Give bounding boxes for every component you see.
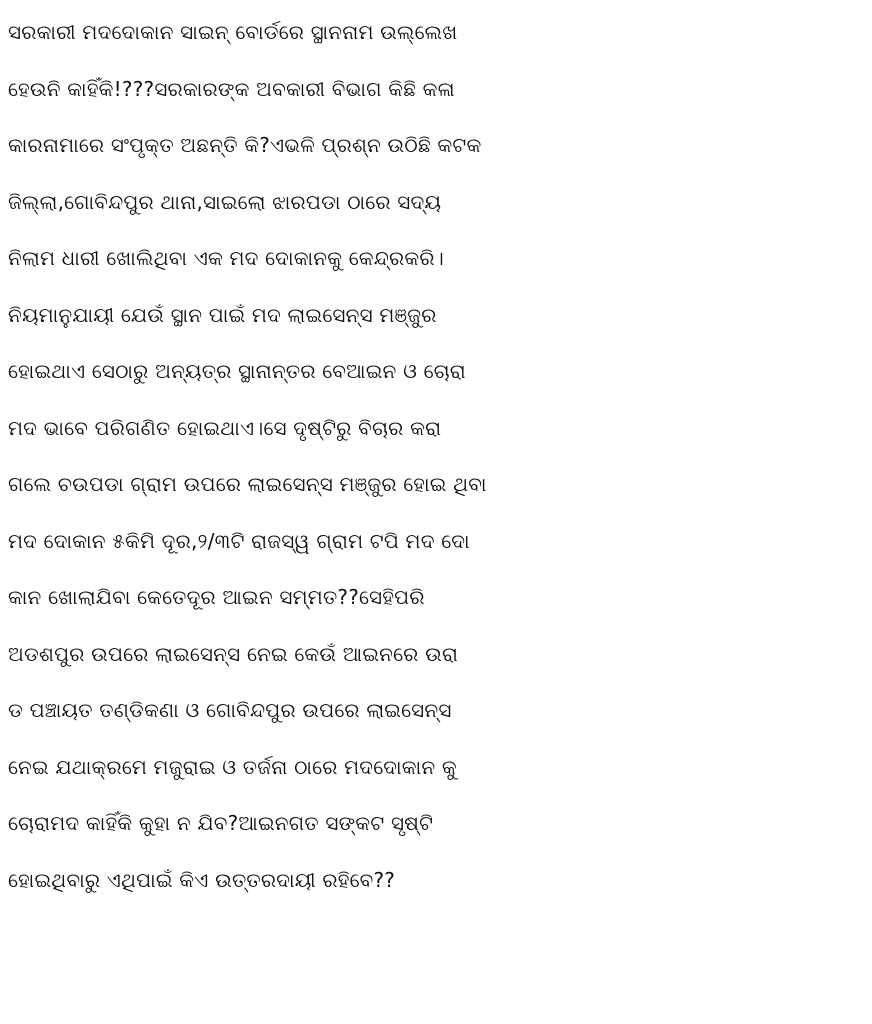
text-line: ଅଡଶପୁର ଉପରେ ଲାଇସେନ୍ସ ନେଇ କେଉଁ ଆଇନରେ ଉରା (8, 641, 459, 666)
text-line: ମଦ ଦୋକାନ ୫କିମି ଦୂର,୨/୩ଟି ରାଜସ୍ୱ ଗ୍ରାମ ଟପି ମଦ ଦୋ (8, 528, 470, 553)
text-line: ମଦ ଭାବେ ପରିଗଣିତ ହୋଇଥାଏ।ସେ ଦୃଷ୍ଟିରୁ ବିଚାର କରା (8, 415, 442, 440)
article-text (8, 0, 868, 908)
text-line: ଡ ପଞ୍ଚାୟତ ତଣ୍ଡିକଣା ଓ ଗୋବିନ୍ଦପୁର ଉପରେ ଲାଇସେନ୍ସ (8, 698, 452, 722)
text-line: କାନ ଖୋଲାଯିବା କେତେଦୂର ଆଇନ ସମ୍ମତ??ସେହିପରି (8, 585, 425, 609)
text-line: ନିୟମାନୁଯାୟୀ ଯେଉଁ ସ୍ଥାନ ପାଇଁ ମଦ ଲାଇସେନ୍ସ ମଞ୍ଜୁର (8, 302, 437, 327)
text-line: ହୋଇଥିବାରୁ ଏଥିପାଇଁ କିଏ ଉତ୍ତରଦାୟୀ ରହିବେ?? (8, 867, 396, 892)
text-line: ଜିଲ୍ଲା,ଗୋବିନ୍ଦପୁର ଥାନା,ସାଇଲୋ ଝାରପଡା ଠାରେ ସଦ୍ୟ (8, 189, 442, 214)
text-line: ଗଲେ ଚଉପଡା ଗ୍ରାମ ଉପରେ ଲାଇସେନ୍ସ ମଞ୍ଜୁର ହୋଇ ଥିବା (8, 472, 487, 496)
text-line: ନିଲାମ ଧାରୀ ଖୋଲିଥିବା ଏକ ମଦ ଦୋକାନକୁ କେନ୍ଦ୍ରକରି। (8, 246, 444, 270)
text-line: କାରନାମାରେ ସଂପୃକ୍ତ ଅଛନ୍ତି କି?ଏଭଳି ପ୍ରଶ୍ନ ଉଠିଛି କଟକ (8, 133, 482, 157)
text-line: ହେଉନି କାହିଁକି!???ସରକାରଙ୍କ ଅବକାରୀ ବିଭାଗ କିଛି କଳା (8, 76, 455, 101)
text-line: ହୋଇଥାଏ ସେଠାରୁ ଅନ୍ୟତ୍ର ସ୍ଥାନାନ୍ତର ବେଆଇନ ଓ ଚୋରା (8, 359, 466, 383)
text-line: ସରକାରୀ ମଦଦୋକାନ ସାଇନ୍ ବୋର୍ଡରେ ସ୍ଥାନନାମ ଉଲ୍ଲେଖ (8, 20, 458, 44)
text-line: ନେଇ ଯଥାକ୍ରମେ ମଜୁରାଇ ଓ ତର୍ଜନା ଠାରେ ମଦଦୋକାନ କୁ (8, 754, 457, 779)
text-line: ଚୋରାମଦ କାହିଁକି କୁହା ନ ଯିବ?ଆଇନଗତ ସଙ୍କଟ ସୃଷ୍ଟି (8, 811, 434, 835)
